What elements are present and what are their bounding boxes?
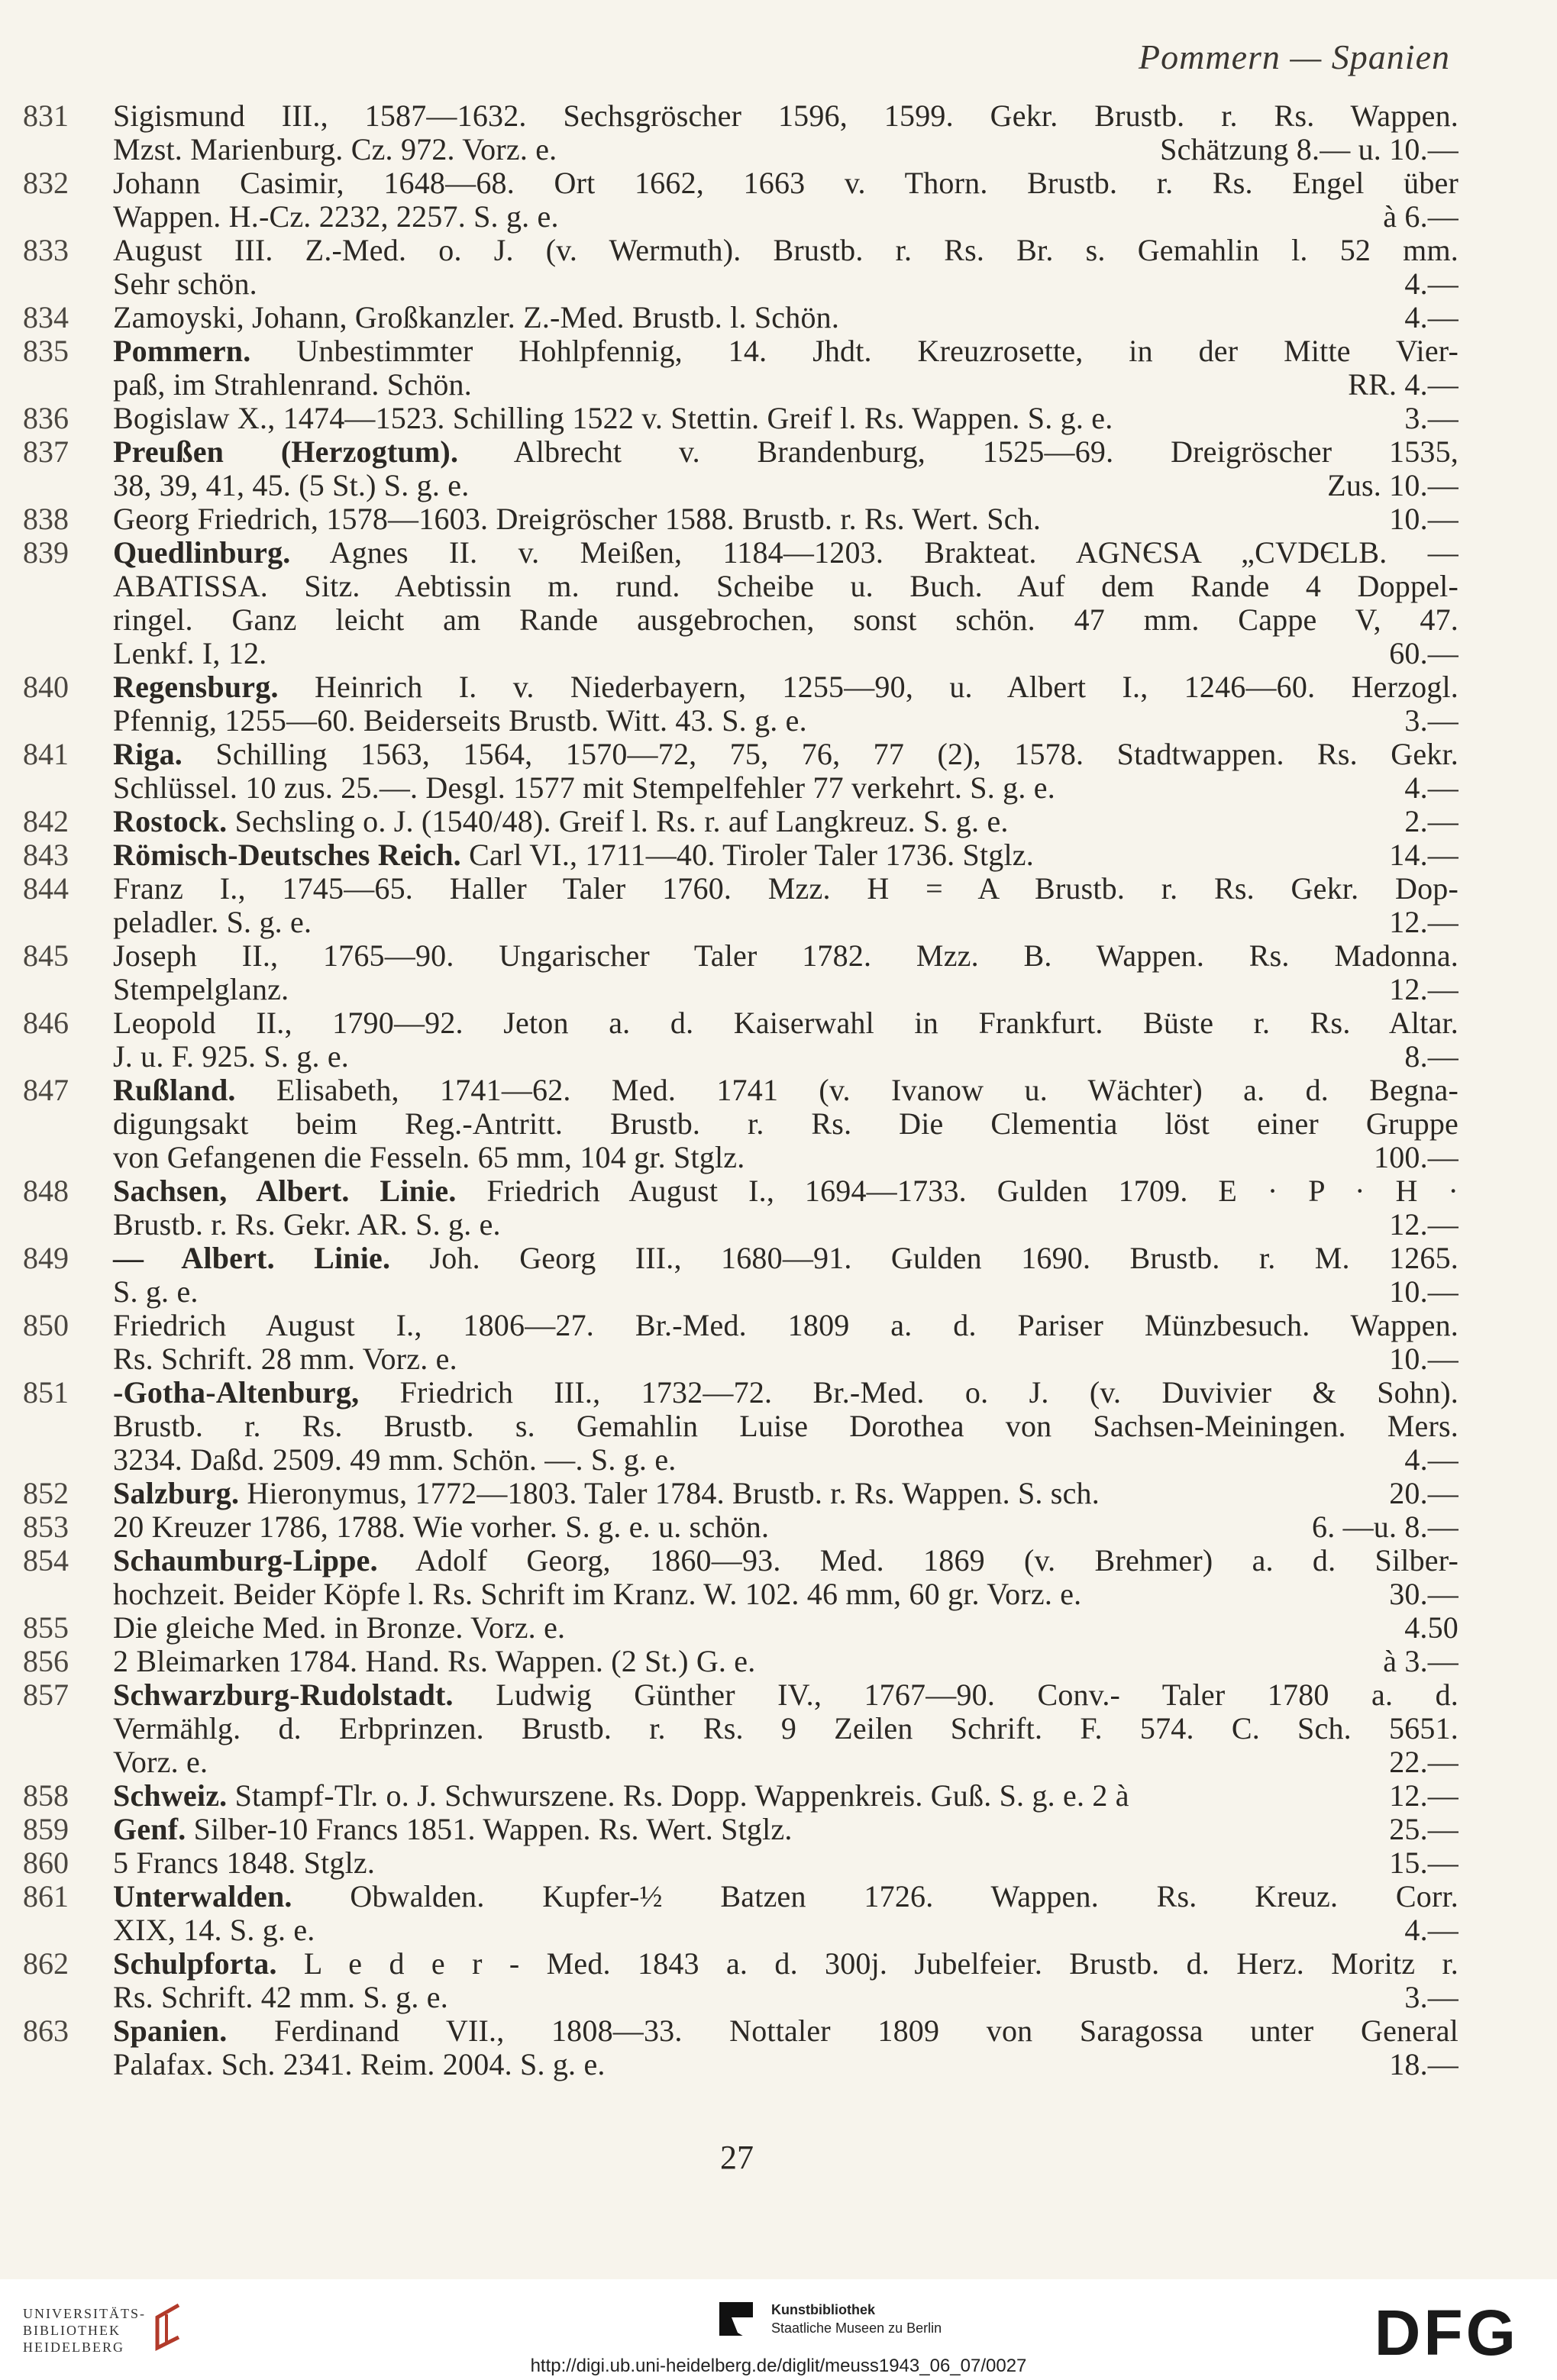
entry-price: 100.—	[1374, 1140, 1458, 1174]
catalog-entry	[23, 1645, 1458, 1678]
entry-line: Adolf Georg, 1860—93. Med. 1869 (v. Brehmer) a. d. Silber-	[415, 1543, 1458, 1578]
entry-text	[113, 1006, 1458, 1074]
university-logo-icon	[145, 2301, 188, 2354]
page-number: 27	[720, 2139, 754, 2176]
catalog-entry	[23, 939, 1458, 1006]
entry-price: 20.—	[1389, 1476, 1458, 1510]
catalog-entry	[23, 301, 1458, 334]
entry-number: 833	[23, 233, 69, 267]
entry-text	[113, 99, 1458, 166]
entry-line: Lenkf. I, 12.	[113, 636, 267, 670]
entry-number: 860	[23, 1846, 69, 1880]
entry-line: Rs. Schrift. 28 mm. Vorz. e.	[113, 1342, 457, 1376]
entry-heading: Sachsen, Albert. Linie.	[113, 1174, 457, 1208]
entry-heading: Schulpforta.	[113, 1946, 277, 1981]
entry-line: Sehr schön.	[113, 266, 257, 301]
entry-price: 4.—	[1404, 300, 1458, 334]
entry-line: Agnes II. v. Meißen, 1184—1203. Brakteat. AGNЄSA „CVDЄLB. —	[329, 535, 1458, 570]
entry-line: peladler. S. g. e.	[113, 905, 312, 939]
entry-text	[113, 670, 1458, 738]
entry-line: Heinrich I. v. Niederbayern, 1255—90, u. Albert I., 1246—60. Herzogl.	[314, 670, 1459, 704]
dfg-logo: DFG	[1374, 2297, 1519, 2369]
catalog-entry	[23, 1779, 1458, 1813]
catalog-entry	[23, 99, 1458, 166]
entry-line: Joseph II., 1765—90. Ungarischer Taler 1782. Mzz. B. Wappen. Rs. Madonna.	[113, 938, 1458, 973]
entry-price: 6. —u. 8.—	[1312, 1510, 1458, 1544]
entry-line: hochzeit. Beider Köpfe l. Rs. Schrift im Kranz. W. 102. 46 mm, 60 gr. Vorz. e.	[113, 1577, 1082, 1611]
entry-text	[113, 1477, 1458, 1510]
entry-price: 10.—	[1389, 1274, 1458, 1309]
catalog-entry	[23, 234, 1458, 301]
entry-line: Unbestimmter Hohlpfennig, 14. Jhdt. Kreuzrosette, in der Mitte Vier-	[296, 334, 1459, 368]
entry-line: Ferdinand VII., 1808—33. Nottaler 1809 von Saragossa unter General	[274, 2013, 1458, 2048]
catalog-entry	[23, 166, 1458, 234]
catalog-entry	[23, 1880, 1458, 1947]
entry-number: 846	[23, 1006, 69, 1040]
entry-price: 12.—	[1389, 1778, 1458, 1813]
entry-heading: Spanien.	[113, 2013, 228, 2048]
catalog-entry	[23, 334, 1458, 402]
entry-line: Vorz. e.	[113, 1745, 208, 1779]
entry-heading: Regensburg.	[113, 670, 279, 704]
entry-text	[113, 2014, 1458, 2081]
catalog-entry	[23, 435, 1458, 502]
entry-price: 2.—	[1404, 804, 1458, 838]
entry-line: Zamoyski, Johann, Großkanzler. Z.-Med. Brustb. l. Schön.	[113, 300, 840, 334]
entry-line: Franz I., 1745—65. Haller Taler 1760. Mzz. H = A Brustb. r. Rs. Gekr. Dop-	[113, 871, 1458, 906]
entry-heading: — Albert. Linie.	[113, 1241, 391, 1275]
entry-line: Palafax. Sch. 2341. Reim. 2004. S. g. e.	[113, 2047, 606, 2081]
catalog-entry	[23, 536, 1458, 670]
entry-heading: Unterwalden.	[113, 1879, 292, 1913]
entry-number: 850	[23, 1308, 69, 1342]
entry-text	[113, 234, 1458, 301]
entry-text	[113, 1611, 1458, 1645]
entry-line: Sigismund III., 1587—1632. Sechsgröscher 1596, 1599. Gekr. Brustb. r. Rs. Wappen.	[113, 98, 1458, 133]
entry-price: 4.—	[1404, 770, 1458, 805]
entry-price: 30.—	[1389, 1577, 1458, 1611]
entry-number: 858	[23, 1778, 69, 1813]
running-head: Pommern — Spanien	[1139, 37, 1450, 76]
entry-line: Mzst. Marienburg. Cz. 972. Vorz. e.	[113, 132, 557, 166]
entry-price: 3.—	[1404, 401, 1458, 435]
entry-number: 835	[23, 334, 69, 368]
entry-number: 856	[23, 1644, 69, 1678]
entry-heading: Preußen (Herzogtum).	[113, 434, 459, 469]
entry-heading: Schweiz.	[113, 1778, 228, 1813]
entry-text	[113, 1309, 1458, 1376]
entry-price: 25.—	[1389, 1812, 1458, 1846]
catalog-entry	[23, 838, 1458, 872]
entry-number: 849	[23, 1241, 69, 1275]
entry-price: 3.—	[1404, 703, 1458, 738]
university-library-text: UNIVERSITÄTS- BIBLIOTHEK HEIDELBERG	[23, 2306, 146, 2355]
entry-line: Albrecht v. Brandenburg, 1525—69. Dreigröscher 1535,	[513, 434, 1458, 469]
entry-line: Pfennig, 1255—60. Beiderseits Brustb. Witt. 43. S. g. e.	[113, 703, 807, 738]
entry-text	[113, 1510, 1458, 1544]
entry-line: digungsakt beim Reg.-Antritt. Brustb. r. Rs. Die Clementia löst einer Gruppe	[113, 1106, 1458, 1141]
catalog-entry	[23, 402, 1458, 435]
catalog-entry	[23, 502, 1458, 536]
entry-line: Schilling 1563, 1564, 1570—72, 75, 76, 77 (2), 1578. Stadtwappen. Rs. Gekr.	[215, 737, 1458, 771]
catalog-entry	[23, 1242, 1458, 1309]
entry-heading: -Gotha-Altenburg,	[113, 1375, 360, 1410]
entry-line: Stampf-Tlr. o. J. Schwurszene. Rs. Dopp. Wappenkreis. Guß. S. g. e. 2 à	[234, 1778, 1129, 1813]
entry-text	[113, 536, 1458, 670]
entry-number: 836	[23, 401, 69, 435]
entry-text	[113, 435, 1458, 502]
entry-price: 4.—	[1404, 266, 1458, 301]
catalog-entry	[23, 1813, 1458, 1846]
entry-line: ABATISSA. Sitz. Aebtissin m. rund. Scheibe u. Buch. Auf dem Rande 4 Doppel-	[113, 569, 1458, 603]
entry-text	[113, 334, 1458, 402]
entry-line: 38, 39, 41, 45. (5 St.) S. g. e.	[113, 468, 470, 502]
entry-text	[113, 872, 1458, 939]
entry-text	[113, 402, 1458, 435]
entry-line: Ludwig Günther IV., 1767—90. Conv.- Taler 1780 a. d.	[496, 1678, 1458, 1712]
entry-heading: Riga.	[113, 737, 183, 771]
entry-text	[113, 1678, 1458, 1779]
entry-number: 844	[23, 871, 69, 906]
kunstbibliothek-logo-icon	[716, 2299, 759, 2345]
entry-line: August III. Z.-Med. o. J. (v. Wermuth). Brustb. r. Rs. Br. s. Gemahlin l. 52 mm.	[113, 233, 1458, 267]
catalog-entry	[23, 1678, 1458, 1779]
entry-number: 863	[23, 2013, 69, 2048]
catalog-entries	[23, 99, 1458, 2081]
entry-line: Stempelglanz.	[113, 972, 289, 1006]
entry-number: 854	[23, 1543, 69, 1578]
entry-number: 859	[23, 1812, 69, 1846]
catalog-entry	[23, 872, 1458, 939]
entry-price: 14.—	[1389, 838, 1458, 872]
entry-text	[113, 1376, 1458, 1477]
entry-price: à 3.—	[1383, 1644, 1458, 1678]
entry-line: Friedrich III., 1732—72. Br.-Med. o. J. (v. Duvivier & Sohn).	[399, 1375, 1458, 1410]
entry-line: Bogislaw X., 1474—1523. Schilling 1522 v. Stettin. Greif l. Rs. Wappen. S. g. e.	[113, 401, 1113, 435]
entry-number: 840	[23, 670, 69, 704]
entry-line: 5 Francs 1848. Stglz.	[113, 1846, 376, 1880]
entry-price: Zus. 10.—	[1327, 468, 1458, 502]
entry-price: 10.—	[1389, 502, 1458, 536]
entry-number: 862	[23, 1946, 69, 1981]
entry-text	[113, 838, 1458, 872]
entry-line: Obwalden. Kupfer-½ Batzen 1726. Wappen. Rs. Kreuz. Corr.	[350, 1879, 1458, 1913]
entry-line: XIX, 14. S. g. e.	[113, 1913, 315, 1947]
entry-line: Johann Casimir, 1648—68. Ort 1662, 1663 v. Thorn. Brustb. r. Rs. Engel über	[113, 166, 1458, 200]
entry-line: Carl VI., 1711—40. Tiroler Taler 1736. Stglz.	[469, 838, 1034, 872]
entry-number: 845	[23, 938, 69, 973]
entry-number: 852	[23, 1476, 69, 1510]
entry-line: Die gleiche Med. in Bronze. Vorz. e.	[113, 1610, 566, 1645]
entry-heading: Salzburg.	[113, 1476, 240, 1510]
entry-line: Rs. Schrift. 42 mm. S. g. e.	[113, 1980, 448, 2014]
entry-text	[113, 1645, 1458, 1678]
entry-line: Elisabeth, 1741—62. Med. 1741 (v. Ivanow u. Wächter) a. d. Begna-	[276, 1073, 1458, 1107]
entry-number: 843	[23, 838, 69, 872]
entry-price: 4.—	[1404, 1442, 1458, 1477]
entry-line: Leopold II., 1790—92. Jeton a. d. Kaiserwahl in Frankfurt. Büste r. Rs. Altar.	[113, 1006, 1458, 1040]
entry-number: 848	[23, 1174, 69, 1208]
catalog-entry	[23, 1611, 1458, 1645]
entry-heading: Pommern.	[113, 334, 251, 368]
catalog-entry	[23, 1510, 1458, 1544]
entry-number: 831	[23, 98, 69, 133]
entry-price: 12.—	[1389, 905, 1458, 939]
entry-number: 851	[23, 1375, 69, 1410]
entry-number: 861	[23, 1879, 69, 1913]
catalog-entry	[23, 1174, 1458, 1242]
entry-price: 10.—	[1389, 1342, 1458, 1376]
catalog-entry	[23, 1544, 1458, 1611]
entry-line: Hieronymus, 1772—1803. Taler 1784. Brustb. r. Rs. Wappen. S. sch.	[247, 1476, 1100, 1510]
entry-heading: Rußland.	[113, 1073, 236, 1107]
entry-price: 15.—	[1389, 1846, 1458, 1880]
entry-line: L e d e r - Med. 1843 a. d. 300j. Jubelfeier. Brustb. d. Herz. Moritz r.	[303, 1946, 1458, 1981]
entry-number: 832	[23, 166, 69, 200]
entry-text	[113, 1880, 1458, 1947]
entry-line: ringel. Ganz leicht am Rande ausgebrochen, sonst schön. 47 mm. Cappe V, 47.	[113, 602, 1458, 637]
entry-text	[113, 1813, 1458, 1846]
entry-price: 18.—	[1389, 2047, 1458, 2081]
entry-number: 841	[23, 737, 69, 771]
entry-price: 12.—	[1389, 972, 1458, 1006]
entry-line: Joh. Georg III., 1680—91. Gulden 1690. Brustb. r. M. 1265.	[429, 1241, 1458, 1275]
entry-price: Schätzung 8.— u. 10.—	[1160, 132, 1458, 166]
catalog-entry	[23, 805, 1458, 838]
entry-text	[113, 1947, 1458, 2014]
entry-line: 2 Bleimarken 1784. Hand. Rs. Wappen. (2 St.) G. e.	[113, 1644, 756, 1678]
entry-text	[113, 939, 1458, 1006]
entry-line: Brustb. r. Rs. Gekr. AR. S. g. e.	[113, 1207, 501, 1242]
entry-text	[113, 1846, 1458, 1880]
entry-number: 842	[23, 804, 69, 838]
entry-price: 22.—	[1389, 1745, 1458, 1779]
entry-number: 839	[23, 535, 69, 570]
entry-line: von Gefangenen die Fesseln. 65 mm, 104 gr. Stglz.	[113, 1140, 745, 1174]
catalog-entry	[23, 1846, 1458, 1880]
entry-price: 60.—	[1389, 636, 1458, 670]
entry-number: 837	[23, 434, 69, 469]
entry-line: Silber-10 Francs 1851. Wappen. Rs. Wert. Stglz.	[193, 1812, 793, 1846]
entry-text	[113, 1242, 1458, 1309]
footer-bar	[0, 2279, 1557, 2380]
entry-heading: Quedlinburg.	[113, 535, 291, 570]
entry-line: 20 Kreuzer 1786, 1788. Wie vorher. S. g. e. u. schön.	[113, 1510, 770, 1544]
entry-heading: Schwarzburg-Rudolstadt.	[113, 1678, 454, 1712]
entry-line: paß, im Strahlenrand. Schön.	[113, 367, 472, 402]
catalog-entry	[23, 670, 1458, 738]
entry-heading: Genf.	[113, 1812, 186, 1846]
entry-line: Sechsling o. J. (1540/48). Greif l. Rs. r. auf Langkreuz. S. g. e.	[234, 804, 1009, 838]
catalog-entry	[23, 1074, 1458, 1174]
entry-text	[113, 502, 1458, 536]
entry-line: Vermählg. d. Erbprinzen. Brustb. r. Rs. 9 Zeilen Schrift. F. 574. C. Sch. 5651.	[113, 1711, 1458, 1745]
entry-price: RR. 4.—	[1348, 367, 1458, 402]
source-url-link[interactable]: http://digi.ub.uni-heidelberg.de/diglit/meuss1943_06_07/0027	[530, 2356, 1027, 2376]
entry-number: 834	[23, 300, 69, 334]
entry-line: Friedrich August I., 1694—1733. Gulden 1709. E · P · H ·	[486, 1174, 1458, 1208]
entry-text	[113, 1174, 1458, 1242]
entry-number: 855	[23, 1610, 69, 1645]
entry-line: Schlüssel. 10 zus. 25.—. Desgl. 1577 mit Stempelfehler 77 verkehrt. S. g. e.	[113, 770, 1055, 805]
entry-number: 847	[23, 1073, 69, 1107]
entry-heading: Schaumburg-Lippe.	[113, 1543, 378, 1578]
entry-text	[113, 301, 1458, 334]
catalog-entry	[23, 1309, 1458, 1376]
catalog-entry	[23, 1477, 1458, 1510]
entry-number: 838	[23, 502, 69, 536]
entry-price: 4.50	[1404, 1610, 1458, 1645]
entry-text	[113, 738, 1458, 805]
catalog-entry	[23, 1947, 1458, 2014]
catalog-entry	[23, 738, 1458, 805]
entry-text	[113, 1544, 1458, 1611]
entry-heading: Rostock.	[113, 804, 228, 838]
entry-text	[113, 805, 1458, 838]
entry-number: 857	[23, 1678, 69, 1712]
entry-line: S. g. e.	[113, 1274, 199, 1309]
entry-line: Wappen. H.-Cz. 2232, 2257. S. g. e.	[113, 199, 559, 234]
entry-price: 4.—	[1404, 1913, 1458, 1947]
entry-text	[113, 1074, 1458, 1174]
catalog-entry	[23, 1006, 1458, 1074]
entry-price: 12.—	[1389, 1207, 1458, 1242]
entry-price: 3.—	[1404, 1980, 1458, 2014]
entry-number: 853	[23, 1510, 69, 1544]
catalog-entry	[23, 2014, 1458, 2081]
entry-line: 3234. Daßd. 2509. 49 mm. Schön. —. S. g. e.	[113, 1442, 677, 1477]
entry-text	[113, 1779, 1458, 1813]
catalog-entry	[23, 1376, 1458, 1477]
entry-line: Brustb. r. Rs. Brustb. s. Gemahlin Luise Dorothea von Sachsen-Meiningen. Mers.	[113, 1409, 1458, 1443]
entry-line: Georg Friedrich, 1578—1603. Dreigröscher 1588. Brustb. r. Rs. Wert. Sch.	[113, 502, 1042, 536]
entry-text	[113, 166, 1458, 234]
entry-line: J. u. F. 925. S. g. e.	[113, 1039, 350, 1074]
entry-price: 8.—	[1404, 1039, 1458, 1074]
entry-line: Friedrich August I., 1806—27. Br.-Med. 1809 a. d. Pariser Münzbesuch. Wappen.	[113, 1308, 1458, 1342]
entry-price: à 6.—	[1383, 199, 1458, 234]
entry-heading: Römisch-Deutsches Reich.	[113, 838, 461, 872]
kunstbibliothek-text: Kunstbibliothek Staatliche Museen zu Berlin	[771, 2302, 942, 2336]
